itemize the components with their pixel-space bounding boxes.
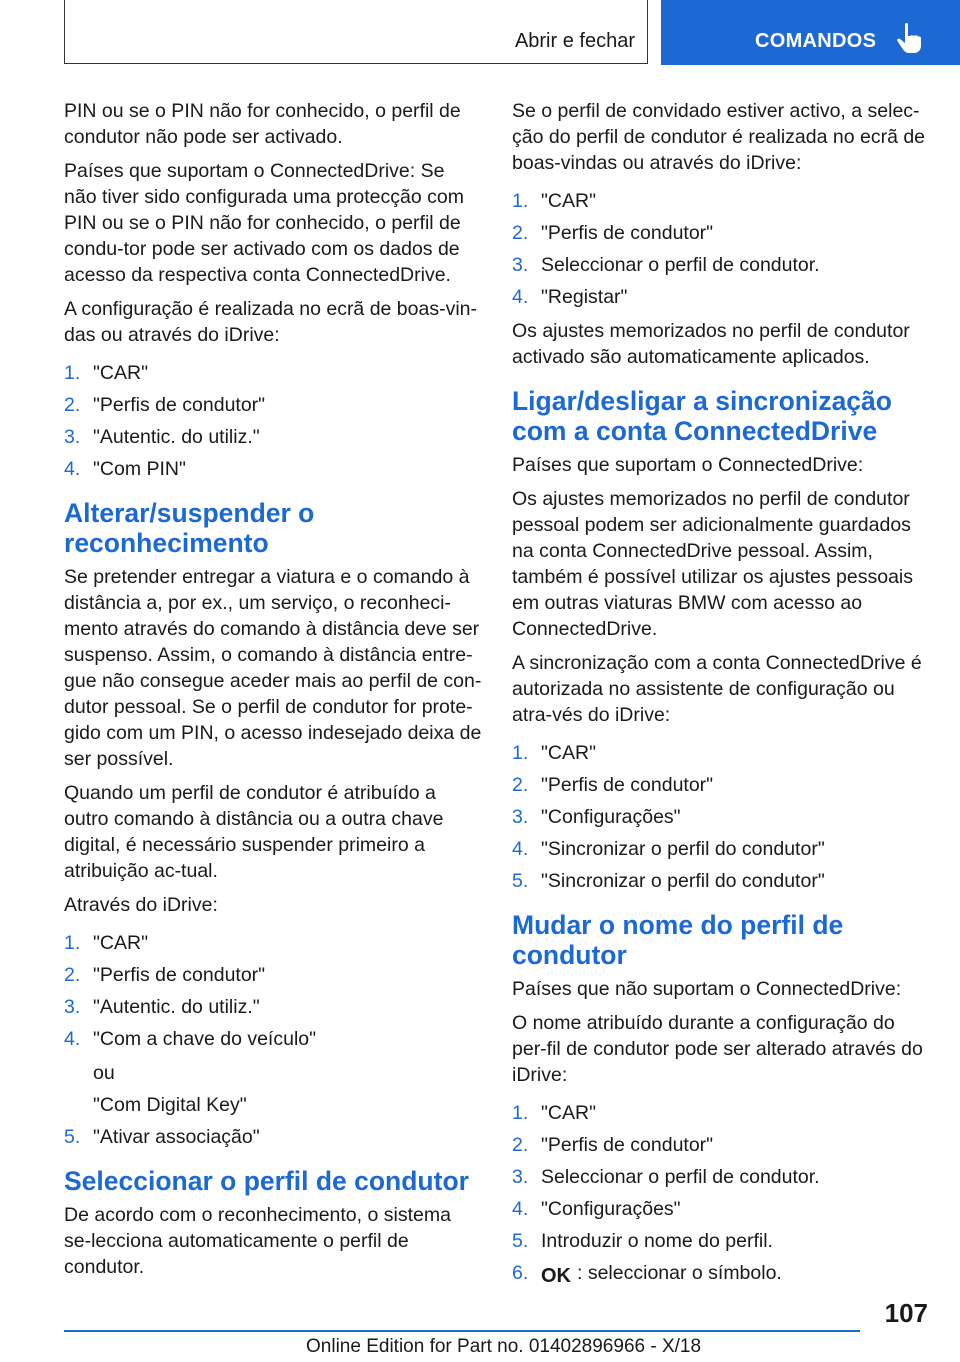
list-text: : seleccionar o símbolo.: [577, 1262, 782, 1284]
list-text: "CAR": [93, 932, 149, 954]
paragraph: Se pretender entregar a viatura e o comando à distância a, por ex., um serviço, o reconheci‐mento através do comando à distância deve ser suspenso. Assim, o comando à distância entre‐gue não consegue aceder mais ao perfil de con‐dutor pessoal. Se o perfil de condutor for prote‐gido com um PIN, o acesso indesejado deixa de ser possível.: [64, 566, 482, 770]
footer-edition: Online Edition for Part no. 01402896966 - X/18: [306, 1336, 702, 1357]
list-item: [512, 1260, 930, 1289]
list-item: [512, 836, 930, 862]
hand-pointer-icon: [896, 22, 922, 54]
list-item: [64, 1124, 482, 1150]
list-subtext: ou: [93, 1062, 115, 1084]
header-section-tab: [64, 0, 648, 64]
paragraph: O nome atribuído durante a configuração do per‐fil de condutor pode ser alterado através do iDrive:: [512, 1012, 923, 1086]
list-text: "Com a chave do veículo": [93, 1028, 317, 1050]
list-text: "Perfis de condutor": [541, 774, 714, 796]
list-item: [512, 740, 930, 766]
section-heading-ligar: Ligar/desligar a sincronização com a conta ConnectedDrive: [512, 386, 892, 446]
list-number: 3.: [512, 254, 529, 276]
list-text: "Sincronizar o perfil do condutor": [541, 870, 825, 892]
steps-list-sync: [512, 740, 930, 894]
list-item: [64, 930, 482, 956]
list-text: "CAR": [93, 362, 149, 384]
list-text: "Configurações": [541, 806, 681, 828]
list-item: [512, 252, 930, 278]
section-heading-seleccionar: Seleccionar o perfil de condutor: [64, 1166, 469, 1196]
list-number: 3.: [512, 806, 529, 828]
list-text: "Autentic. do utiliz.": [93, 426, 260, 448]
list-number: 2.: [512, 1134, 529, 1156]
list-number: 1.: [512, 190, 529, 212]
list-text: "Registar": [541, 286, 628, 308]
list-text: Seleccionar o perfil de condutor.: [541, 254, 820, 276]
list-number: 2.: [512, 774, 529, 796]
list-text: "Autentic. do utiliz.": [93, 996, 260, 1018]
list-number: 2.: [64, 964, 81, 986]
list-number: 3.: [64, 426, 81, 448]
list-item: [512, 1228, 930, 1254]
section-heading-alterar: Alterar/suspender o reconhecimento: [64, 498, 315, 558]
list-number: 4.: [512, 286, 529, 308]
steps-list-rename: [512, 1100, 930, 1289]
paragraph: Quando um perfil de condutor é atribuído a outro comando à distância ou a outra chave digital, é necessário suspender primeiro a atribuição ac‐tual.: [64, 782, 444, 882]
paragraph: Os ajustes memorizados no perfil de condutor activado são automaticamente aplicados.: [512, 320, 910, 368]
list-item: [64, 424, 482, 450]
list-number: 5.: [64, 1126, 81, 1148]
footer-divider: [64, 1330, 860, 1332]
list-text: "Perfis de condutor": [93, 394, 266, 416]
paragraph: A sincronização com a conta ConnectedDrive é autorizada no assistente de configuração ou atra‐vés do iDrive:: [512, 652, 922, 726]
list-number: 5.: [512, 870, 529, 892]
list-number: 4.: [512, 838, 529, 860]
list-number: 2.: [64, 394, 81, 416]
list-text: Introduzir o nome do perfil.: [541, 1230, 773, 1252]
header-chapter-tab: [661, 0, 960, 65]
list-text: Seleccionar o perfil de condutor.: [541, 1166, 820, 1188]
list-text: "Configurações": [541, 1198, 681, 1220]
header-chapter-title: COMANDOS: [755, 30, 877, 52]
list-text: "Perfis de condutor": [541, 1134, 714, 1156]
paragraph: Países que não suportam o ConnectedDrive:: [512, 978, 902, 1000]
list-number: 1.: [64, 362, 81, 384]
list-item: [64, 392, 482, 418]
steps-list-suspend: [64, 930, 482, 1052]
list-text: "Perfis de condutor": [93, 964, 266, 986]
left-column: [64, 98, 482, 1288]
page-number: 107: [884, 1298, 928, 1328]
list-item: [512, 1164, 930, 1190]
list-item: [512, 284, 930, 310]
paragraph: Países que suportam o ConnectedDrive:: [512, 454, 864, 476]
list-number: 4.: [512, 1198, 529, 1220]
list-text: "CAR": [541, 1102, 597, 1124]
paragraph: Os ajustes memorizados no perfil de condutor pessoal podem ser adicionalmente guardados na conta ConnectedDrive pessoal. Assim, também é possível utilizar os ajustes pessoais em outras viaturas BMW com acesso ao ConnectedDrive.: [512, 488, 914, 640]
list-number: 2.: [512, 222, 529, 244]
paragraph: De acordo com o reconhecimento, o sistema se‐lecciona automaticamente o perfil de condutor.: [64, 1204, 451, 1278]
list-text: "CAR": [541, 190, 597, 212]
right-column: [512, 98, 930, 1297]
list-item: [512, 804, 930, 830]
list-item: [64, 360, 482, 386]
list-number: 5.: [512, 1230, 529, 1252]
list-text: "Com PIN": [93, 458, 186, 480]
paragraph: PIN ou se o PIN não for conhecido, o perfil de condutor não pode ser activado.: [64, 100, 461, 148]
ok-icon: OK: [541, 1265, 571, 1287]
list-item: [512, 1132, 930, 1158]
list-item: [512, 772, 930, 798]
list-item: [512, 1196, 930, 1222]
list-item: [64, 994, 482, 1020]
list-text: "CAR": [541, 742, 597, 764]
list-item: [64, 1026, 482, 1052]
list-number: 3.: [64, 996, 81, 1018]
header-section-title: Abrir e fechar: [514, 30, 635, 52]
paragraph: A configuração é realizada no ecrã de boas-vin‐das ou através do iDrive:: [64, 298, 478, 346]
list-number: 3.: [512, 1166, 529, 1188]
list-number: 1.: [64, 932, 81, 954]
list-number: 1.: [512, 1102, 529, 1124]
paragraph: Países que suportam o ConnectedDrive: Se não tiver sido configurada uma protecção com PIN ou se o PIN não for conhecido, o perfil de condu‐tor pode ser activado com os dados de acesso da respectiva conta ConnectedDrive.: [64, 160, 464, 286]
steps-list-pin: [64, 360, 482, 482]
list-number: 4.: [64, 1028, 81, 1050]
list-item: [64, 456, 482, 482]
list-item: [512, 188, 930, 214]
paragraph: Se o perfil de convidado estiver activo, a selec‐ção do perfil de condutor é realizada no ecrã de boas-vindas ou através do iDrive:: [512, 100, 926, 174]
list-text: "Perfis de condutor": [541, 222, 714, 244]
list-number: 6.: [512, 1262, 529, 1284]
list-number: 4.: [64, 458, 81, 480]
list-number: 1.: [512, 742, 529, 764]
list-subtext: "Com Digital Key": [93, 1094, 247, 1116]
list-item: [64, 962, 482, 988]
list-item: [512, 220, 930, 246]
steps-list-suspend-cont: [64, 1124, 482, 1150]
list-item: [512, 1100, 930, 1126]
paragraph: Através do iDrive:: [64, 894, 218, 916]
section-heading-mudar: Mudar o nome do perfil de condutor: [512, 910, 844, 970]
steps-list-select: [512, 188, 930, 310]
list-text: "Ativar associação": [93, 1126, 260, 1148]
list-text: "Sincronizar o perfil do condutor": [541, 838, 825, 860]
list-item: [512, 868, 930, 894]
